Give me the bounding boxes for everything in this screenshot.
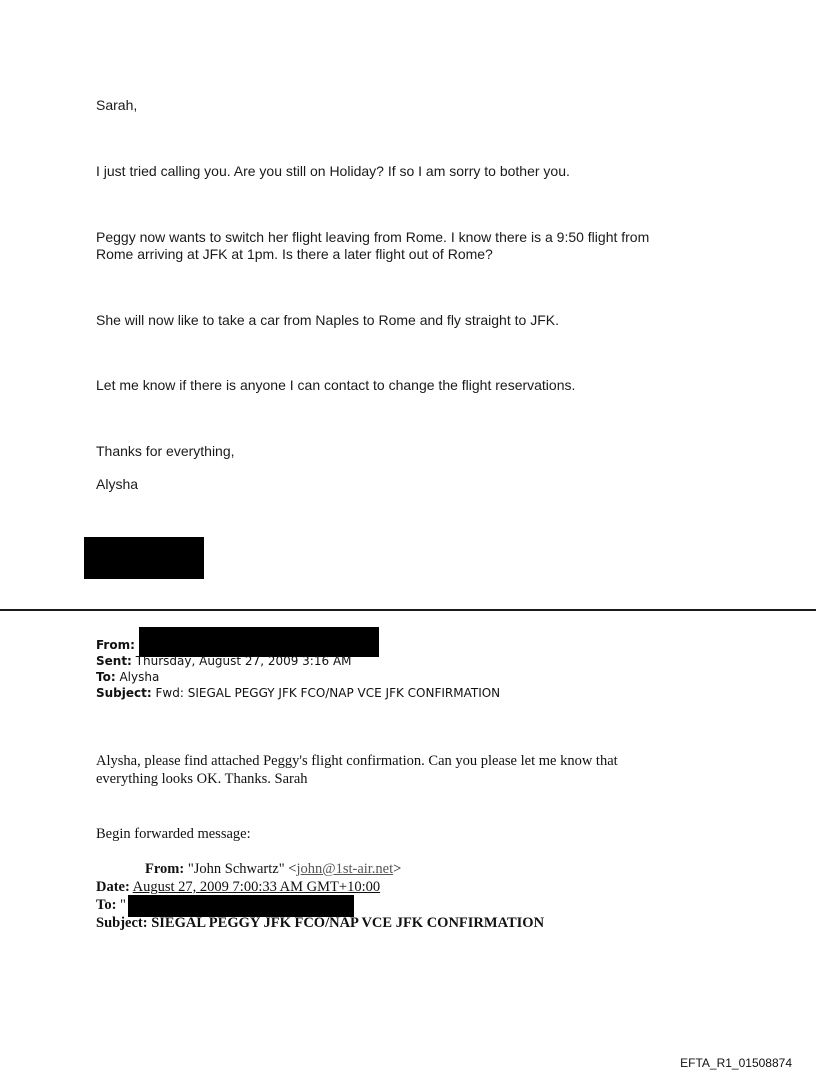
from-label: From: (96, 638, 135, 652)
closing: Thanks for everything, (96, 443, 235, 459)
subject-label: Subject: (96, 686, 152, 700)
paragraph-2-line-1: Peggy now wants to switch her flight leaving from Rome. I know there is a 9:50 flight from (96, 229, 650, 245)
reply-line-1: Alysha, please find attached Peggy's flight confirmation. Can you please let me know that (96, 753, 618, 769)
sent-value: Thursday, August 27, 2009 3:16 AM (135, 654, 352, 668)
fwd-from-label: From: (145, 861, 185, 877)
sent-label: Sent: (96, 654, 132, 668)
fwd-to-label: To: (96, 897, 117, 913)
fwd-date-row (96, 879, 380, 896)
fwd-subject-value: SIEGAL PEGGY JFK FCO/NAP VCE JFK CONFIRMATION (151, 915, 545, 931)
fwd-date-label: Date: (96, 879, 130, 895)
fwd-subject-row (96, 915, 544, 932)
document-id: EFTA_R1_01508874 (680, 1056, 792, 1070)
divider-line (0, 609, 816, 611)
fwd-subject-label: Subject: (96, 915, 148, 931)
paragraph-1: I just tried calling you. Are you still on Holiday? If so I am sorry to bother you. (96, 163, 570, 179)
paragraph-2-line-2: Rome arriving at JFK at 1pm. Is there a later flight out of Rome? (96, 246, 493, 262)
begin-forwarded-message: Begin forwarded message: (96, 826, 251, 842)
reply-line-2: everything looks OK. Thanks. Sarah (96, 771, 308, 787)
redaction-block-fwd-to (128, 895, 354, 917)
fwd-from-name: "John Schwartz" < (187, 861, 297, 877)
redaction-block-signature (84, 537, 204, 579)
signature: Alysha (96, 476, 139, 492)
fwd-to-row (96, 897, 126, 914)
greeting: Sarah, (96, 97, 138, 113)
fwd-from-email-link[interactable]: john@1st-air.net (296, 861, 394, 877)
fwd-date-value: August 27, 2009 7:00:33 AM GMT+10:00 (132, 879, 381, 895)
fwd-from-close: > (393, 861, 402, 877)
header-to-row (96, 669, 159, 685)
fwd-to-value: " (120, 897, 126, 913)
header-subject-row (96, 685, 500, 701)
paragraph-4: Let me know if there is anyone I can contact to change the flight reservations. (96, 377, 576, 393)
to-label: To: (96, 670, 116, 684)
header-sent-row (96, 653, 352, 669)
to-value: Alysha (119, 670, 160, 684)
fwd-from-row (145, 861, 401, 878)
paragraph-3: She will now like to take a car from Naples to Rome and fly straight to JFK. (96, 312, 559, 328)
subject-value: Fwd: SIEGAL PEGGY JFK FCO/NAP VCE JFK CONFIRMATION (155, 686, 501, 700)
header-from-row (96, 637, 135, 653)
